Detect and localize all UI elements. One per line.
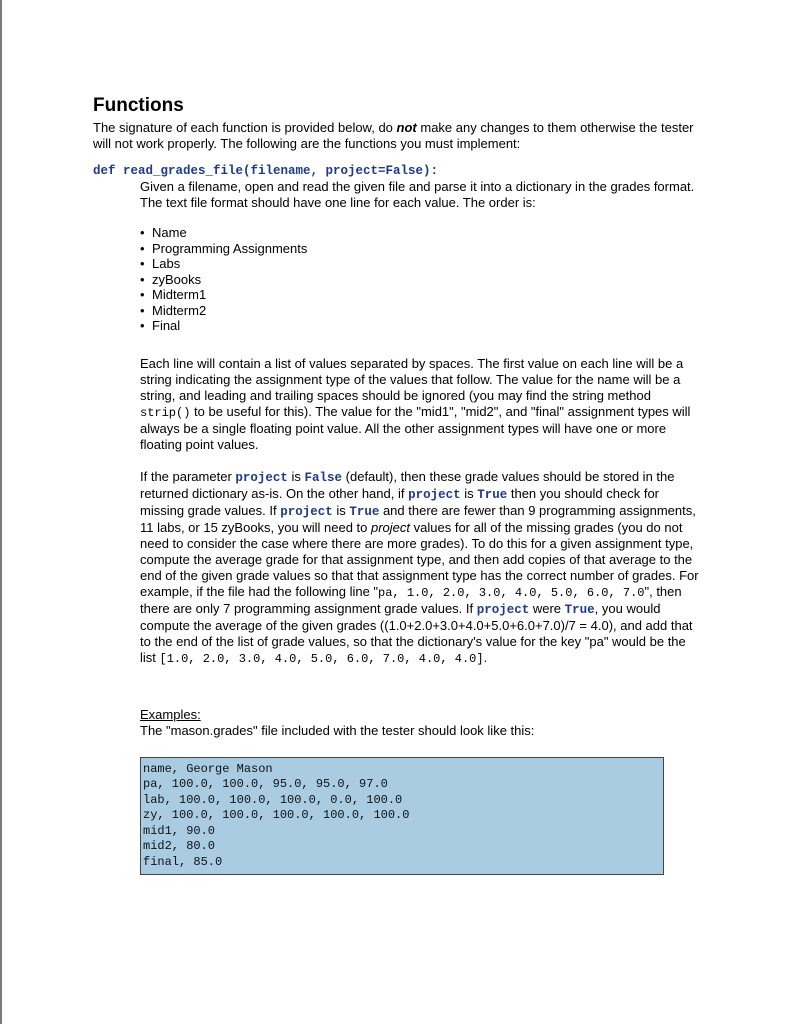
para2-text: were: [529, 600, 565, 616]
true-keyword: True: [477, 487, 508, 502]
code-line: mid2, 80.0: [143, 839, 216, 853]
list-item: • Labs: [140, 256, 700, 272]
format-paragraph: [140, 356, 700, 453]
strip-method: strip(): [140, 405, 191, 420]
code-line: zy, 100.0, 100.0, 100.0, 100.0, 100.0: [143, 808, 410, 822]
project-emphasis: project: [371, 519, 411, 535]
page-left-border: [0, 0, 2, 1024]
para2-text: values for all of the missing grades (you do not need to consider the case where there are more grades). To do this for a given assignment type, compute the average grade for that assignment type, and then add copies of that average to the end of the given grade values so that that assignment type has the correct number of grades. For example, if the file had the following line ": [140, 519, 699, 599]
examples-heading: Examples:: [140, 706, 201, 722]
function-signature: def read_grades_file(filename, project=False):: [93, 164, 439, 178]
project-keyword: project: [408, 487, 461, 502]
example-line: pa, 1.0, 2.0, 3.0, 4.0, 5.0, 6.0, 7.0: [378, 585, 645, 600]
project-keyword: project: [280, 504, 333, 519]
code-line: final, 85.0: [143, 854, 223, 869]
para2-text: .: [483, 649, 488, 665]
description-text: Given a filename, open and read the given file and parse it into a dictionary in the grades format. The text file format should have one line for each value. The order is:: [140, 179, 695, 210]
code-line: pa, 100.0, 100.0, 95.0, 95.0, 97.0: [143, 777, 388, 791]
list-item: • Programming Assignments: [140, 241, 700, 257]
para2-text: ", then there are only 7 programming assignment grade values. If: [140, 583, 682, 616]
intro-text-2: make any changes to them otherwise the tester will not work properly. The following are the functions you must implement:: [93, 120, 694, 151]
code-example-box: [140, 757, 664, 876]
para1-text-a: Each line will contain a list of values separated by spaces. The first value on each line will be a string indicating the assignment type of the values that follow. The value for the name will be a string, and leading and trailing spaces should be ignored (you may find the string method: [140, 355, 684, 403]
para2-text: then you should check for missing grade values. If: [140, 485, 660, 518]
function-description: [140, 179, 700, 875]
intro-paragraph: [93, 120, 713, 152]
code-line: lab, 100.0, 100.0, 100.0, 0.0, 100.0: [143, 792, 403, 807]
para2-text: and there are fewer than 9 programming assignments, 11 labs, or 15 zyBooks, you will need to: [140, 502, 696, 535]
section-heading: Functions: [93, 95, 184, 116]
true-keyword: True: [349, 504, 380, 519]
project-keyword: project: [476, 602, 530, 617]
para2-text: is: [332, 502, 350, 518]
list-item: • Name: [140, 225, 700, 241]
project-keyword: project: [235, 470, 288, 485]
para2-text: If the parameter: [140, 468, 236, 484]
para2-text: is: [460, 485, 478, 501]
false-keyword: False: [304, 470, 343, 485]
code-line: mid1, 90.0: [143, 823, 216, 838]
code-line: name, George Mason: [143, 761, 273, 776]
intro-emphasis: not: [396, 120, 417, 135]
intro-text-1: The signature of each function is provided below, do: [93, 120, 397, 135]
para2-text: is: [287, 468, 305, 484]
true-keyword: True: [564, 602, 595, 617]
assignment-type-list: [140, 225, 700, 334]
para2-text: , you would compute the average of the given grades ((1.0+2.0+3.0+4.0+5.0+6.0+7.0)/7 = 4.0), and add that to the end of the list of grade values, so that the dictionary's value for the key "pa" would be the list: [140, 600, 693, 665]
document-page: [93, 95, 713, 875]
list-item: • zyBooks: [140, 272, 700, 288]
list-item: • Final: [140, 318, 700, 334]
list-item: • Midterm1: [140, 287, 700, 303]
result-list: [1.0, 2.0, 3.0, 4.0, 5.0, 6.0, 7.0, 4.0, 4.0]: [159, 651, 484, 666]
para1-text-b: to be useful for this). The value for the "mid1", "mid2", and "final" assignment types will always be a single floating point value. All the other assignment types will have one or more floating point values.: [140, 403, 691, 452]
examples-text: The "mason.grades" file included with the tester should look like this:: [140, 722, 535, 738]
project-paragraph: [140, 469, 700, 667]
para2-text: (default), then these grade values should be stored in the returned dictionary as-is. On the other hand, if: [140, 468, 675, 501]
list-item: • Midterm2: [140, 303, 700, 319]
